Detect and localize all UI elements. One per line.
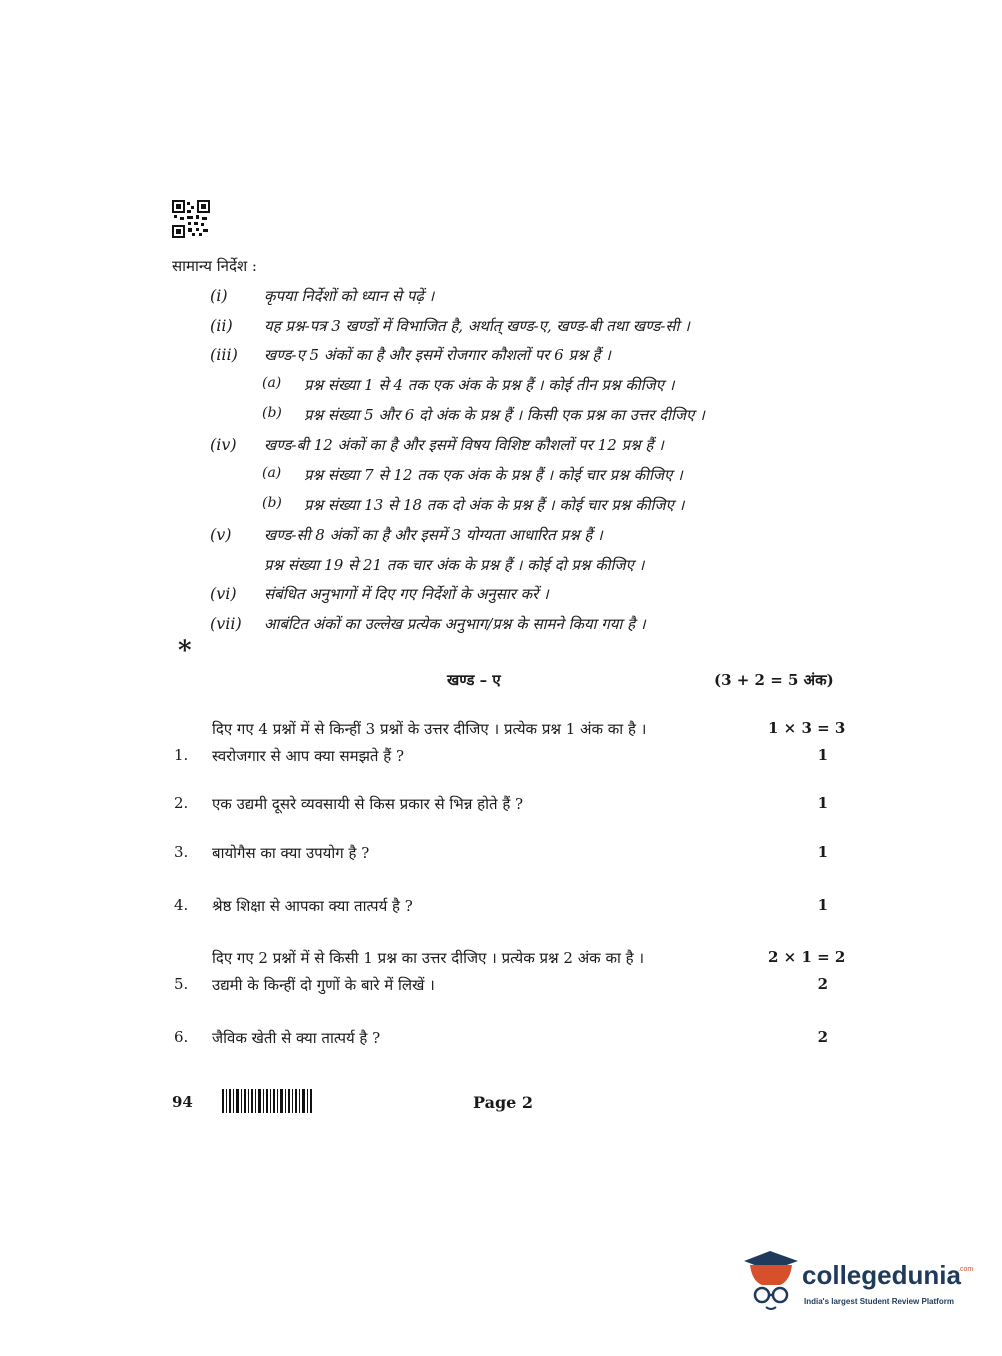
question-number: 1. [174,746,189,764]
instruction-number: (iii) [210,345,238,364]
section-marks: (3 + 2 = 5 अंक) [714,671,834,689]
instruction-text: प्रश्न संख्या 7 से 12 तक एक अंक के प्रश्न हैं । कोई चार प्रश्न कीजिए । [304,466,683,484]
instruction-text: खण्ड-बी 12 अंकों का है और इसमें विषय विशिष्ट कौशलों पर 12 प्रश्न हैं । [264,436,664,454]
instruction-text: प्रश्न संख्या 19 से 21 तक चार अंक के प्रश्न हैं । कोई दो प्रश्न कीजिए । [264,556,645,574]
question-text: जैविक खेती से क्या तात्पर्य है ? [212,1029,381,1047]
instruction-number: (vii) [210,614,242,633]
instruction-subnumber: (a) [262,465,282,481]
question-marks: 2 [817,975,828,993]
instruction-text: प्रश्न संख्या 5 और 6 दो अंक के प्रश्न हैं । किसी एक प्रश्न का उत्तर दीजिए । [304,406,705,424]
instruction-number: (iv) [210,435,237,454]
question-marks: 2 [817,1028,828,1046]
instruction-text: आबंटित अंकों का उल्लेख प्रत्येक अनुभाग/प्रश्न के सामने किया गया है । [264,615,646,633]
question-text: एक उद्यमी दूसरे व्यवसायी से किस प्रकार से भिन्न होते हैं ? [212,795,524,813]
question-number: 3. [174,843,189,861]
instruction-text: कृपया निर्देशों को ध्यान से पढ़ें । [264,287,435,305]
barcode-icon [222,1089,314,1113]
instruction-text: प्रश्न संख्या 1 से 4 तक एक अंक के प्रश्न हैं । कोई तीन प्रश्न कीजिए । [304,376,675,394]
instruction-subnumber: (b) [262,405,282,421]
instruction-text: खण्ड-सी 8 अंकों का है और इसमें 3 योग्यता आधारित प्रश्न हैं । [264,526,603,544]
question-text: बायोगैस का क्या उपयोग है ? [212,844,370,862]
group-instruction: दिए गए 4 प्रश्नों में से किन्हीं 3 प्रश्नों के उत्तर दीजिए । प्रत्येक प्रश्न 1 अंक का है । [212,720,647,738]
qr-code-icon [172,200,210,238]
question-marks: 1 [817,794,828,812]
question-text: स्वरोजगार से आप क्या समझते हैं ? [212,747,405,765]
paper-code: 94 [172,1093,193,1111]
instruction-number: (vi) [210,584,237,603]
question-number: 5. [174,975,189,993]
instruction-text: यह प्रश्न-पत्र 3 खण्डों में विभाजित है, अर्थात् खण्ड-ए, खण्ड-बी तथा खण्ड-सी । [264,317,690,335]
general-instructions-heading: सामान्य निर्देश : [172,257,257,275]
instruction-number: (ii) [210,316,233,335]
question-marks: 1 [817,746,828,764]
brand-domain: .com [958,1266,974,1273]
question-text: श्रेष्ठ शिक्षा से आपका क्या तात्पर्य है ? [212,897,413,915]
question-marks: 1 [817,896,828,914]
question-number: 4. [174,896,189,914]
instruction-text: खण्ड-ए 5 अंकों का है और इसमें रोजगार कौशलों पर 6 प्रश्न हैं । [264,346,611,364]
instruction-number: (v) [210,525,232,544]
brand-name: collegedunia [802,1260,961,1290]
question-text: उद्यमी के किन्हीं दो गुणों के बारे में लिखें । [212,976,435,994]
question-number: 2. [174,794,189,812]
group-instruction: दिए गए 2 प्रश्नों में से किसी 1 प्रश्न का उत्तर दीजिए । प्रत्येक प्रश्न 2 अंक का है । [212,949,645,967]
brand-tagline: India's largest Student Review Platform [804,1297,954,1306]
question-marks: 1 [817,843,828,861]
question-number: 6. [174,1028,189,1046]
instruction-text: संबंधित अनुभागों में दिए गए निर्देशों के अनुसार करें । [264,585,549,603]
instruction-text: प्रश्न संख्या 13 से 18 तक दो अंक के प्रश्न हैं । कोई चार प्रश्न कीजिए । [304,496,685,514]
group-marks: 1 × 3 = 3 [768,719,846,737]
instruction-subnumber: (a) [262,375,282,391]
section-title: खण्ड – ए [447,671,501,689]
star-marker: * [178,636,192,666]
instruction-number: (i) [210,286,228,305]
page-number: Page 2 [473,1093,534,1112]
instruction-subnumber: (b) [262,495,282,511]
group-marks: 2 × 1 = 2 [768,948,846,966]
